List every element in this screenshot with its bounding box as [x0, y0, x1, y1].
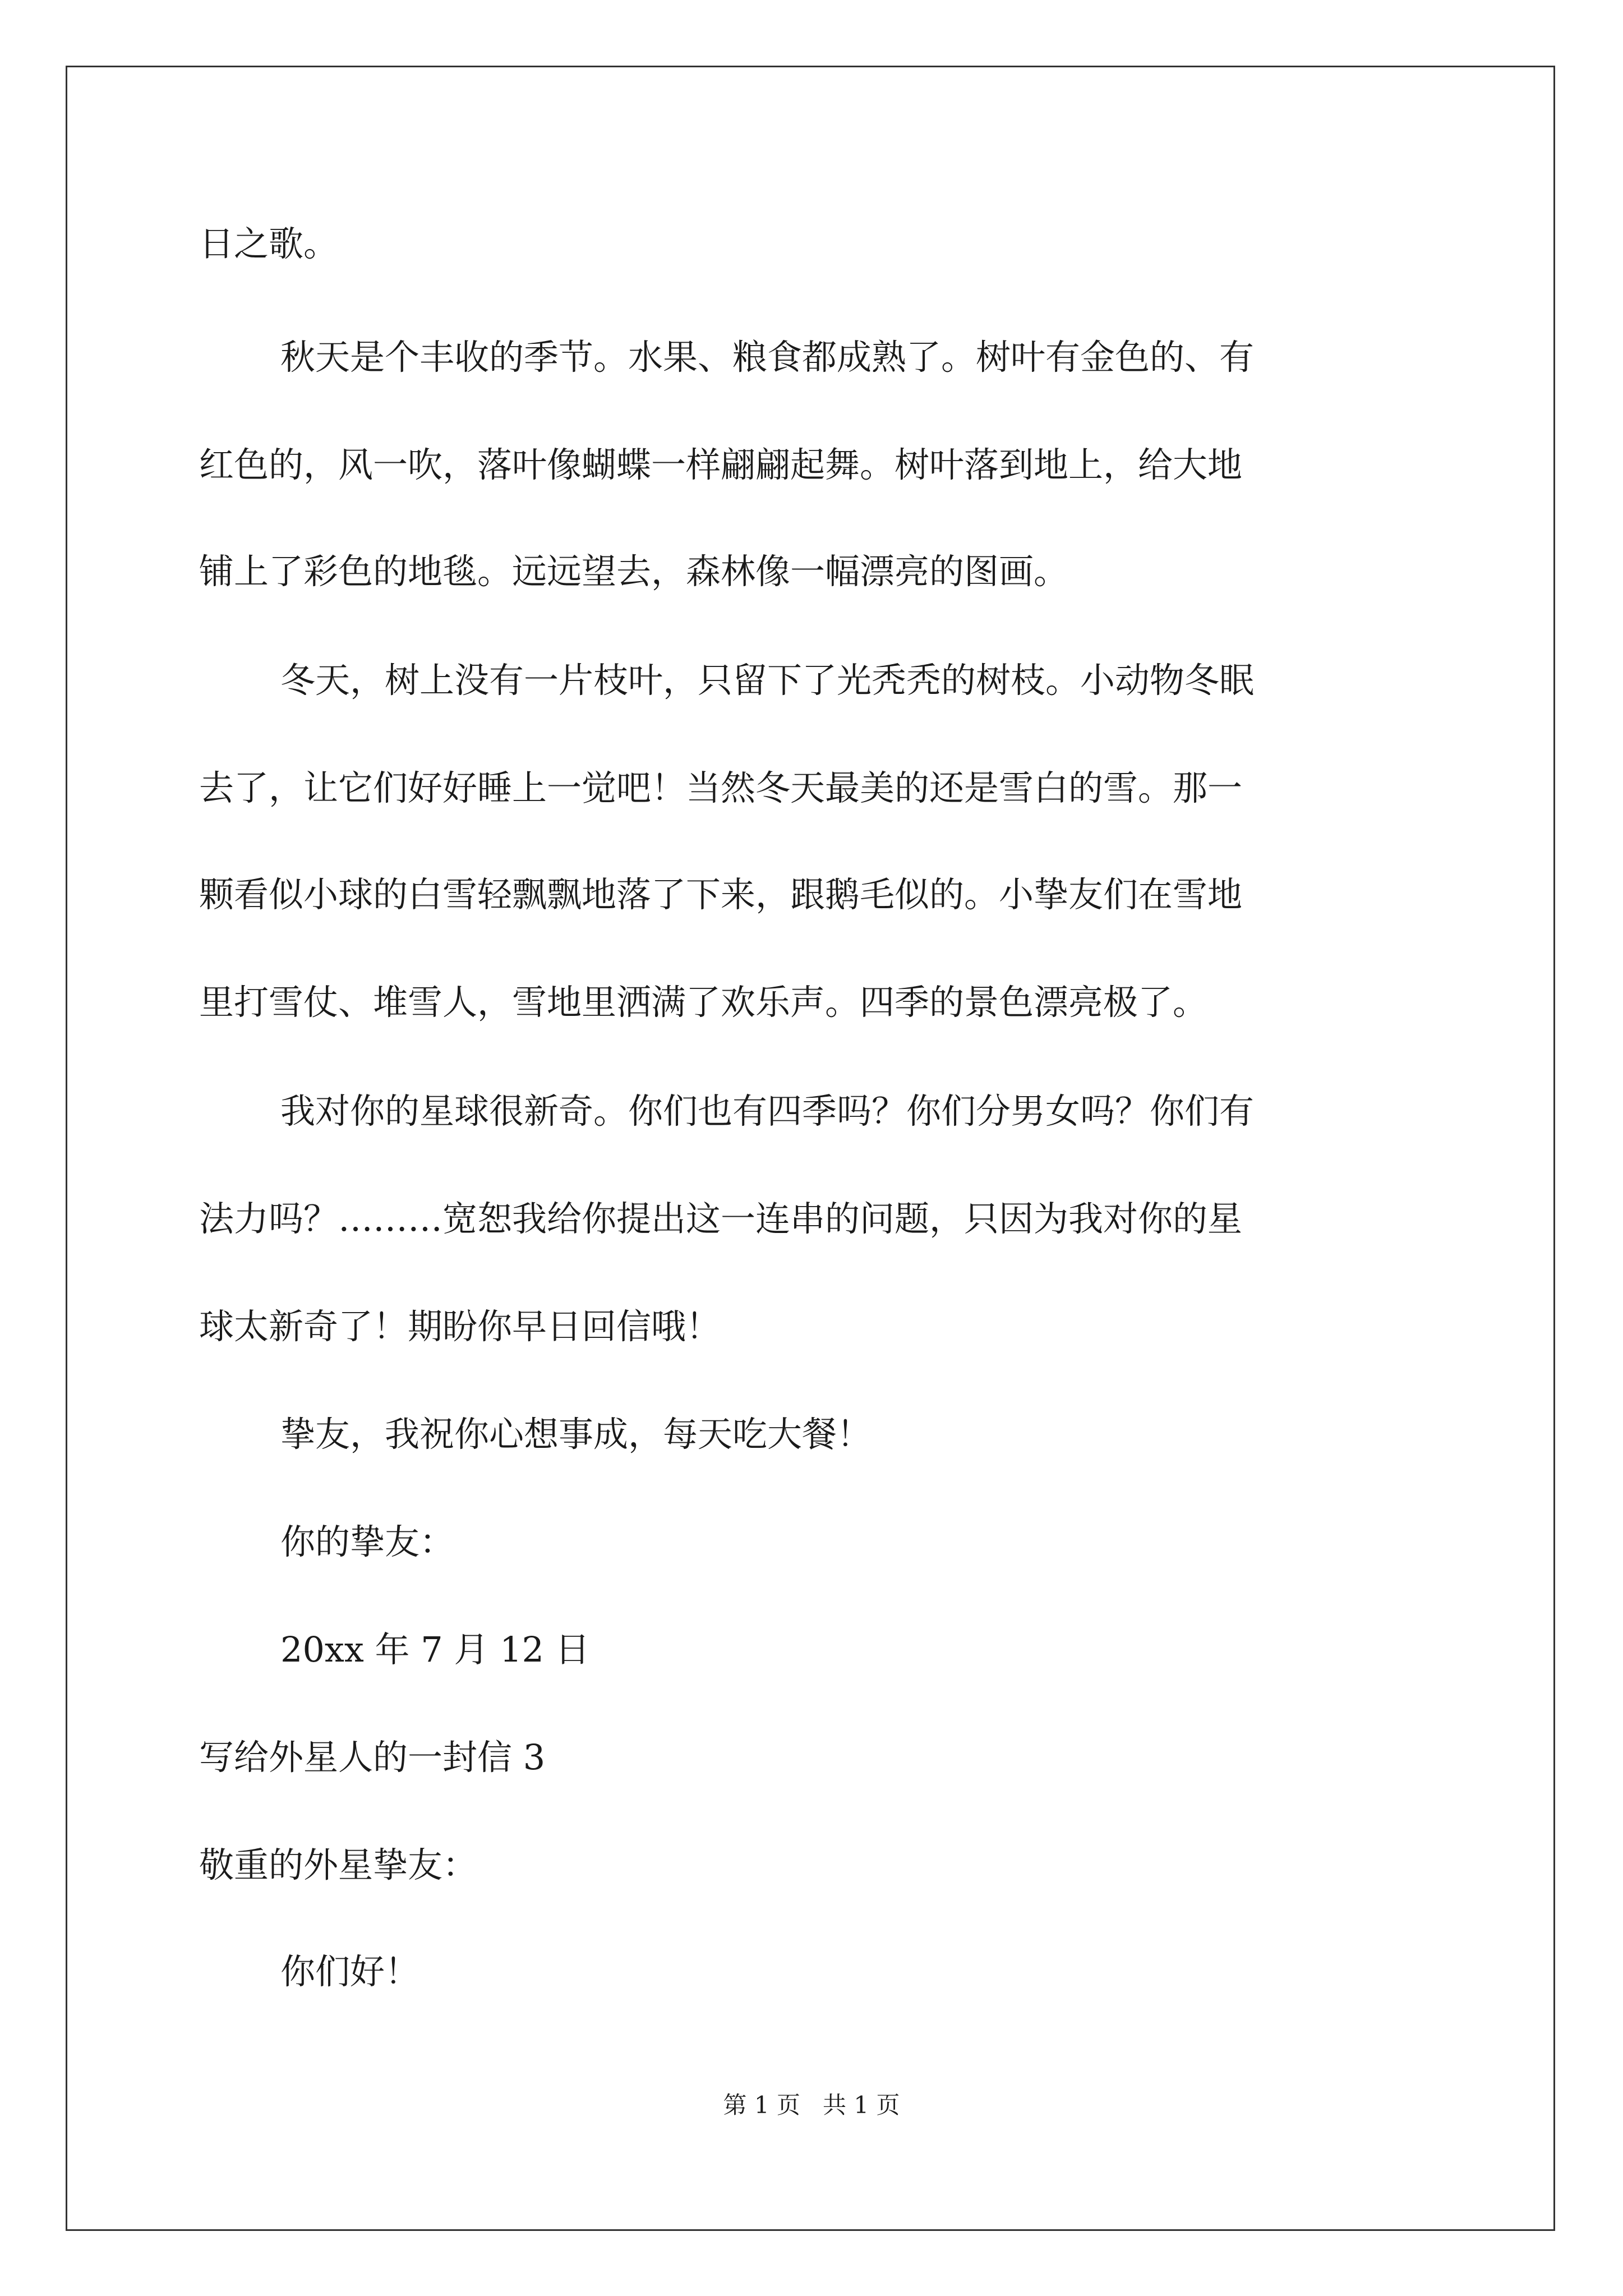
text-line: 颗看似小球的白雪轻飘飘地落了下来，跟鹅毛似的。小挚友们在雪地 [199, 874, 1243, 915]
text-line: 我对你的星球很新奇。你们也有四季吗？你们分男女吗？你们有 [280, 1091, 1255, 1131]
text-line: 秋天是个丰收的季节。水果、粮食都成熟了。树叶有金色的、有 [280, 337, 1255, 378]
page-border [66, 66, 1555, 2231]
text-line: 红色的，风一吹，落叶像蝴蝶一样翩翩起舞。树叶落到地上，给大地 [199, 444, 1243, 485]
section-title: 写给外星人的一封信 3 [199, 1737, 546, 1778]
text-line: 冬天，树上没有一片枝叶，只留下了光秃秃的树枝。小动物冬眠 [280, 660, 1255, 701]
salutation: 敬重的外星挚友： [199, 1844, 478, 1885]
text-line: 挚友，我祝你心想事成，每天吃大餐！ [280, 1414, 872, 1455]
text-line: 法力吗？………宽恕我给你提出这一连串的问题，只因为我对你的星 [199, 1198, 1243, 1239]
signature-line: 你的挚友： [280, 1521, 455, 1562]
text-line: 球太新奇了！期盼你早日回信哦！ [199, 1306, 721, 1347]
greeting: 你们好！ [280, 1951, 420, 1992]
date-line: 20xx 年 7 月 12 日 [280, 1629, 590, 1670]
text-line: 日之歌。 [199, 223, 339, 264]
text-line: 里打雪仗、堆雪人，雪地里洒满了欢乐声。四季的景色漂亮极了。 [199, 982, 1208, 1023]
text-line: 去了，让它们好好睡上一觉吧！当然冬天最美的还是雪白的雪。那一 [199, 767, 1243, 808]
page-footer: 第 1 页 共 1 页 [723, 2091, 900, 2119]
text-line: 铺上了彩色的地毯。远远望去，森林像一幅漂亮的图画。 [199, 551, 1069, 592]
